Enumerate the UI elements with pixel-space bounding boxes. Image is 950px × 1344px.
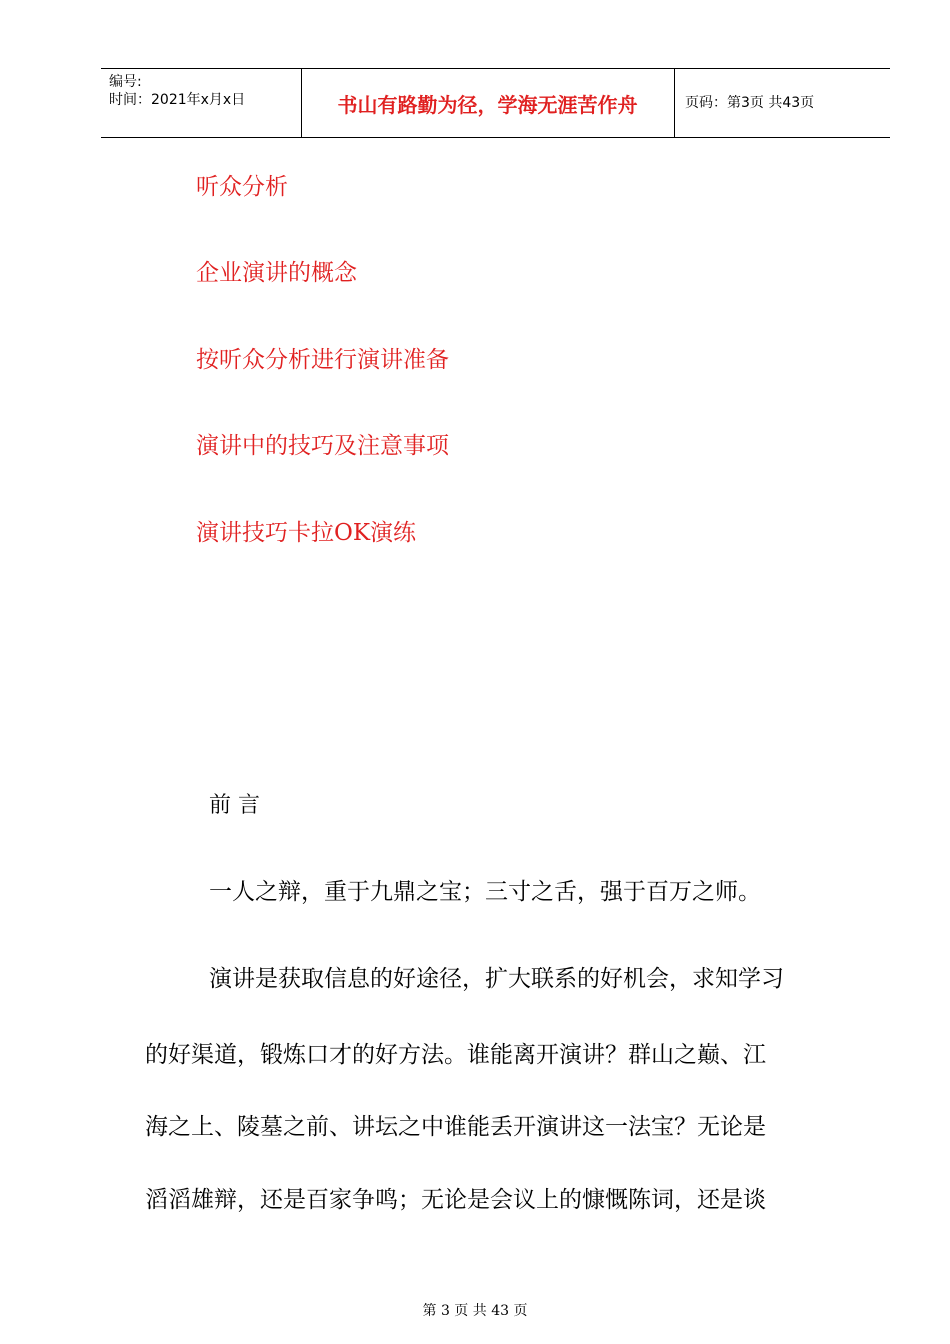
toc-item: 听众分析 <box>196 174 288 200</box>
header-info-cell <box>101 69 302 137</box>
preface-title: 前 言 <box>209 793 260 818</box>
time-label: 时间：2021年x月x日 <box>109 92 246 108</box>
preface-line: 的好渠道，锻炼口才的好方法。谁能离开演讲？群山之巅、江 <box>145 1042 766 1068</box>
toc-item: 企业演讲的概念 <box>196 260 357 286</box>
toc-item: 按听众分析进行演讲准备 <box>196 347 449 373</box>
preface-line: 滔滔雄辩，还是百家争鸣；无论是会议上的慷慨陈词，还是谈 <box>145 1187 766 1213</box>
header-motto-cell <box>301 69 675 137</box>
page-header <box>101 68 890 138</box>
header-page-code: 页码：第3页 共43页 <box>685 95 815 111</box>
preface-line: 海之上、陵墓之前、讲坛之中谁能丢开演讲这一法宝？无论是 <box>145 1114 766 1140</box>
toc-item: 演讲技巧卡拉OK演练 <box>196 520 417 546</box>
serial-number-label: 编号: <box>109 74 142 90</box>
preface-line: 演讲是获取信息的好途径，扩大联系的好机会，求知学习 <box>209 966 784 992</box>
preface-line: 一人之辩，重于九鼎之宝；三寸之舌，强于百万之师。 <box>209 879 761 905</box>
toc-item: 演讲中的技巧及注意事项 <box>196 433 449 459</box>
header-page-cell <box>675 69 890 137</box>
page-footer: 第 3 页 共 43 页 <box>422 1303 528 1319</box>
header-motto: 书山有路勤为径，学海无涯苦作舟 <box>337 93 638 117</box>
